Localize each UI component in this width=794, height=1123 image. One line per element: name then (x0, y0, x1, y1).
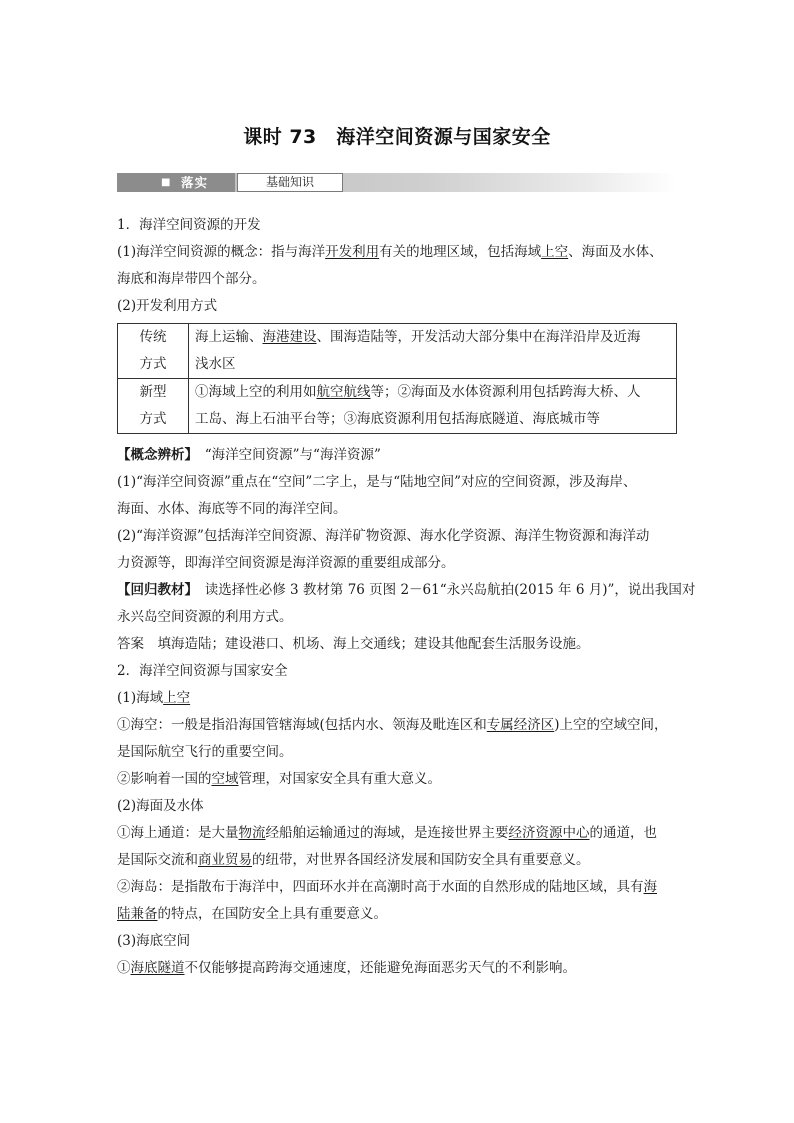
textbook-question-cont: 永兴岛空间资源的利用方式。 (117, 609, 293, 625)
subheading-surface: (2)海面及水体 (117, 798, 204, 814)
table-key-cell: 新型 方式 (118, 379, 189, 434)
airspace-point-2: ②影响着一国的空域管理，对国家安全具有重大意义。 (117, 771, 441, 787)
seabed-point-1: ①海底隧道不仅能够提高跨海交通速度，还能避免海面恶劣天气的不利影响。 (117, 960, 576, 976)
surface-point-2: ②海岛：是指散布于海洋中，四面环水并在高潮时高于水面的自然形成的陆地区域，具有海 (117, 879, 657, 895)
surface-point-1-cont: 是国际交流和商业贸易的纽带，对世界各国经济发展和国防安全具有重要意义。 (117, 852, 590, 868)
table-value-cell: 海上运输、海港建设、围海造陆等，开发活动大部分集中在海洋沿岸及近海 浅水区 (189, 324, 677, 379)
table-key-cell: 传统 方式 (118, 324, 189, 379)
subheading-seabed: (3)海底空间 (117, 933, 191, 949)
concept-point-1-cont: 海面、水体、海底等不同的海洋空间。 (117, 501, 347, 517)
section-banner (117, 173, 677, 192)
airspace-point-1: ①海空：一般是指沿海国管辖海域(包括内水、领海及毗连区和专属经济区)上空的空域空间， (117, 717, 668, 733)
concept-point-2-cont: 力资源等，即海洋空间资源是海洋资源的重要组成部分。 (117, 555, 455, 571)
paragraph-concept-cont: 海底和海岸带四个部分。 (117, 271, 266, 287)
textbook-return-heading: 【回归教材】 读选择性必修 3 教材第 76 页图 2－61“永兴岛航拍(2015 年 6 月)”，说出我国对 (117, 582, 696, 598)
airspace-point-1-cont: 是国际航空飞行的重要空间。 (117, 744, 293, 760)
table-value-cell: ①海域上空的利用如航空航线等；②海面及水体资源利用包括跨海大桥、人 工岛、海上石油平台等；③海底资源利用包括海底隧道、海底城市等 (189, 379, 677, 434)
page-title: 课时 73 海洋空间资源与国家安全 (243, 126, 551, 148)
heading-2: 2．海洋空间资源与国家安全 (117, 663, 288, 679)
content-body (117, 212, 696, 982)
square-bullet-icon: ■ (161, 177, 171, 188)
banner-tab: 基础知识 (237, 173, 343, 192)
textbook-answer: 答案 填海造陆；建设港口、机场、海上交通线；建设其他配套生活服务设施。 (117, 636, 590, 652)
paragraph-concept: (1)海洋空间资源的概念：指与海洋开发利用有关的地理区域，包括海域上空、海面及水体、 (117, 244, 663, 260)
banner-label-block (117, 173, 235, 192)
usage-table (117, 323, 677, 434)
surface-point-1: ①海上通道：是大量物流经船舶运输通过的海域，是连接世界主要经济资源中心的通道，也 (117, 825, 657, 841)
concept-point-2: (2)“海洋资源”包括海洋空间资源、海洋矿物资源、海水化学资源、海洋生物资源和海洋动 (117, 528, 650, 544)
table-row (118, 324, 677, 379)
subheading-usage: (2)开发利用方式 (117, 298, 218, 314)
surface-point-2-cont: 陆兼备的特点，在国防安全上具有重要意义。 (117, 906, 387, 922)
table-row (118, 379, 677, 434)
concept-point-1: (1)“海洋空间资源”重点在“空间”二字上，是与“陆地空间”对应的空间资源，涉及海岸、 (117, 474, 637, 490)
heading-1: 1．海洋空间资源的开发 (117, 217, 261, 233)
banner-label: 落实 (181, 175, 209, 190)
concept-analysis-heading: 【概念辨析】 “海洋空间资源”与“海洋资源” (117, 447, 381, 463)
subheading-airspace: (1)海域上空 (117, 690, 191, 706)
